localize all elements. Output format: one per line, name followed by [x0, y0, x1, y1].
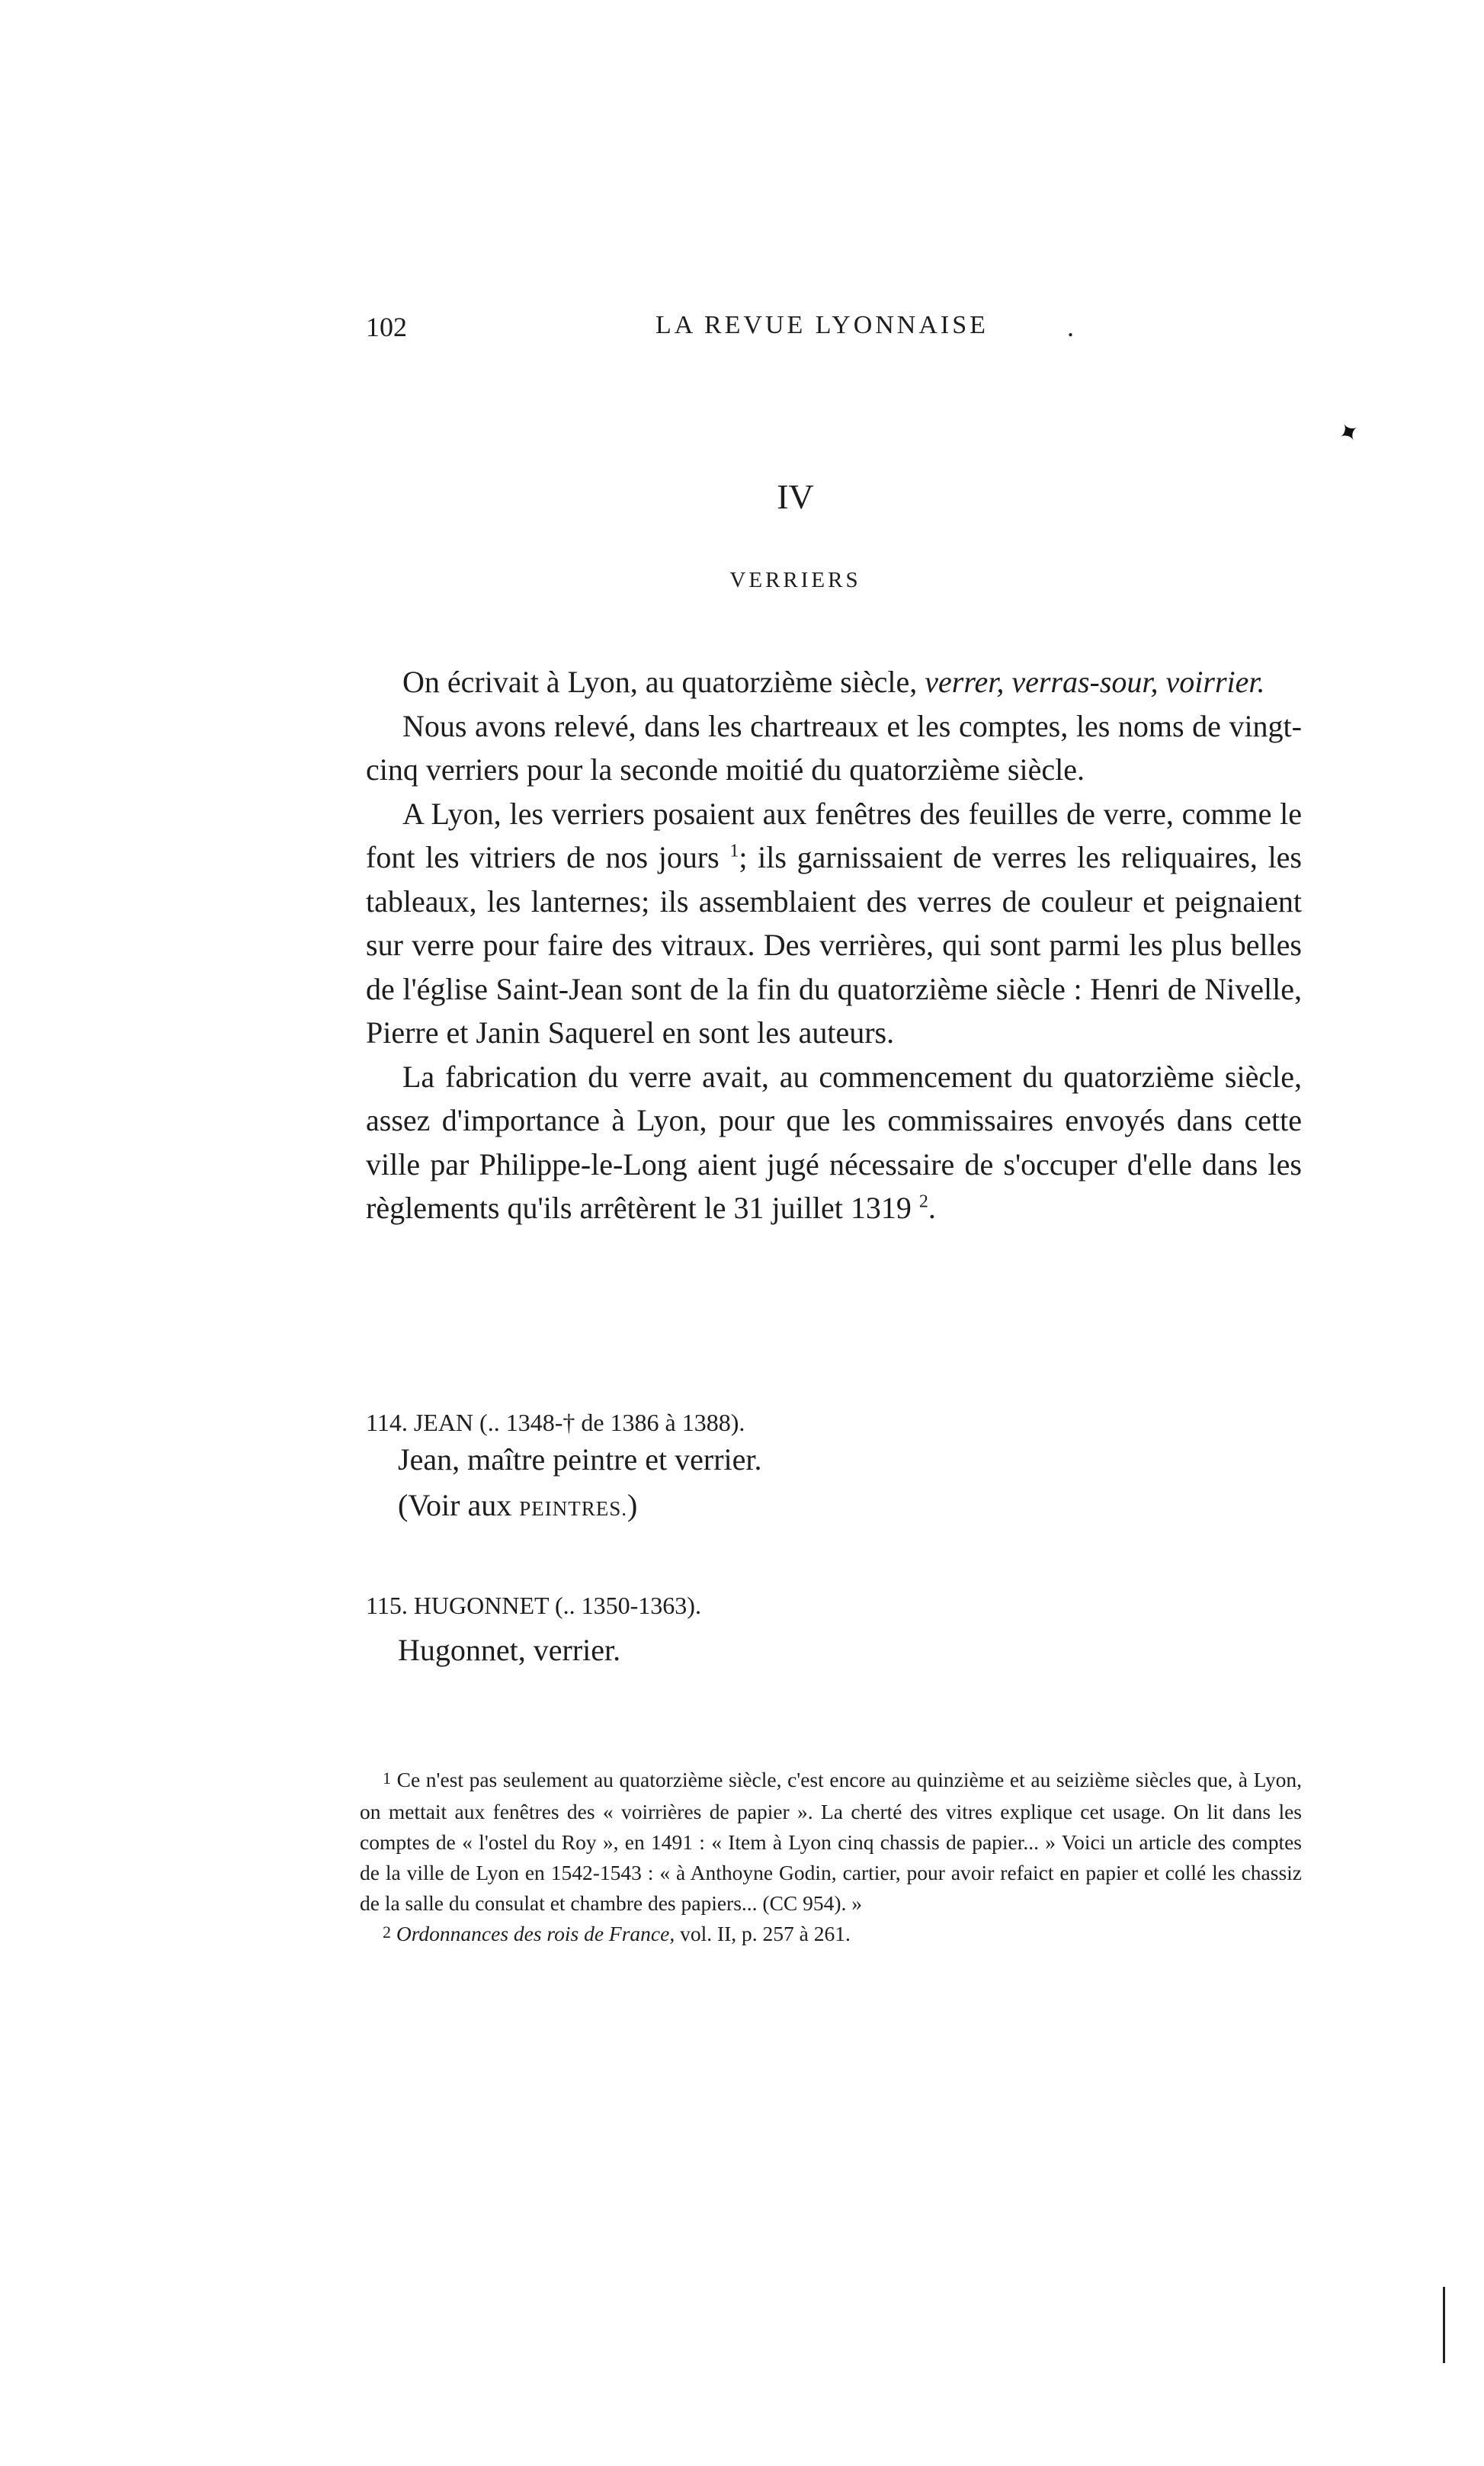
- entry-115: [366, 1592, 1302, 1673]
- running-title: LA REVUE LYONNAISE: [655, 311, 989, 339]
- footnote-ref-1[interactable]: 1: [729, 841, 739, 861]
- entry-114-line-2: [366, 1483, 1302, 1531]
- entry-114-close-paren: ): [627, 1488, 638, 1522]
- page-number: 102: [366, 312, 407, 342]
- paragraph-3-text-b: ; ils garnissaient de verres les reliquaires, les tableaux, les lanternes; ils assemblaient des verres de couleur et peignaient sur verre pour faire des vitraux. Des verrières, qui sont parmi les plus belles de l'église Saint-Jean sont de la fin du quatorzième siècle : Henri de Nivelle, Pierre et Janin Saquerel en sont les auteurs.: [366, 840, 1302, 1050]
- page-edge-mark: [1443, 2287, 1445, 2363]
- stray-ink-mark: ✦: [1332, 415, 1367, 451]
- paragraph-4-text-a: La fabrication du verre avait, au commencement du quatorzième siècle, assez d'importance à Lyon, pour que les commissaires envoyés dans cette ville par Philippe-le-Long aient jugé nécessaire de s'occuper d'elle dans les règlements qu'ils arrêtèrent le 31 juillet 1319: [366, 1059, 1302, 1225]
- footnote-2: [360, 1919, 1302, 1951]
- section-title: VERRIERS: [729, 568, 861, 592]
- footnote-1-marker: 1: [383, 1769, 391, 1788]
- section-numeral: IV: [777, 477, 814, 516]
- header-dot: .: [1067, 312, 1074, 342]
- paragraph-4: [366, 1055, 1302, 1230]
- footnote-2-marker: 2: [383, 1922, 391, 1942]
- paragraph-1: [366, 660, 1302, 704]
- page-header: [366, 311, 1082, 349]
- footnote-1-text: Ce n'est pas seulement au quatorzième siècle, c'est encore au quinzième et au seizième siècles que, à Lyon, on mettait aux fenêtres des « voirrières de papier ». La cherté des vitres explique cet usage. On lit dans les comptes de « l'ostel du Roy », en 1491 : « Item à Lyon cinq chassis de papier... » Voici un article des comptes de la ville de Lyon en 1542-1543 : « à Anthoyne Godin, cartier, pour avoir refaict en papier et collé les chassiz de la salle du consulat et chambre des papiers... (CC 954). »: [360, 1768, 1303, 1915]
- paragraph-2: Nous avons relevé, dans les chartreaux et les comptes, les noms de vingt-cinq verriers pour la seconde moitié du quatorzième siècle.: [366, 708, 1302, 787]
- paragraph-3: [366, 792, 1302, 1055]
- paragraph-3-text-a: A Lyon, les verriers posaient aux fenêtres des feuilles de verre, comme le font les vitriers de nos jours: [366, 796, 1302, 874]
- entry-114-heading: 114. JEAN (.. 1348-† de 1386 à 1388).: [366, 1409, 745, 1436]
- entry-115-line-1: Hugonnet, verrier.: [398, 1633, 621, 1667]
- entry-114-see-text: (Voir aux: [398, 1488, 520, 1522]
- footnote-ref-2[interactable]: 2: [918, 1191, 928, 1212]
- footnote-2-italic: Ordonnances des rois de France,: [396, 1922, 675, 1945]
- body-text: [366, 660, 1302, 1230]
- footnotes: [360, 1765, 1302, 1951]
- entry-114: [366, 1409, 1302, 1531]
- paragraph-4-text-b: .: [928, 1191, 936, 1225]
- entry-115-heading: 115. HUGONNET (.. 1350-1363).: [366, 1592, 701, 1619]
- paragraph-1-italic: verrer, verras-sour, voirrier.: [925, 665, 1265, 699]
- entry-114-line-1: Jean, maître peintre et verrier.: [398, 1442, 762, 1477]
- entry-114-cross-reference: PEINTRES.: [519, 1497, 628, 1520]
- footnote-1: [360, 1765, 1302, 1919]
- footnote-2-text: vol. II, p. 257 à 261.: [675, 1922, 851, 1945]
- paragraph-1-text: On écrivait à Lyon, au quatorzième siècle,: [402, 665, 925, 699]
